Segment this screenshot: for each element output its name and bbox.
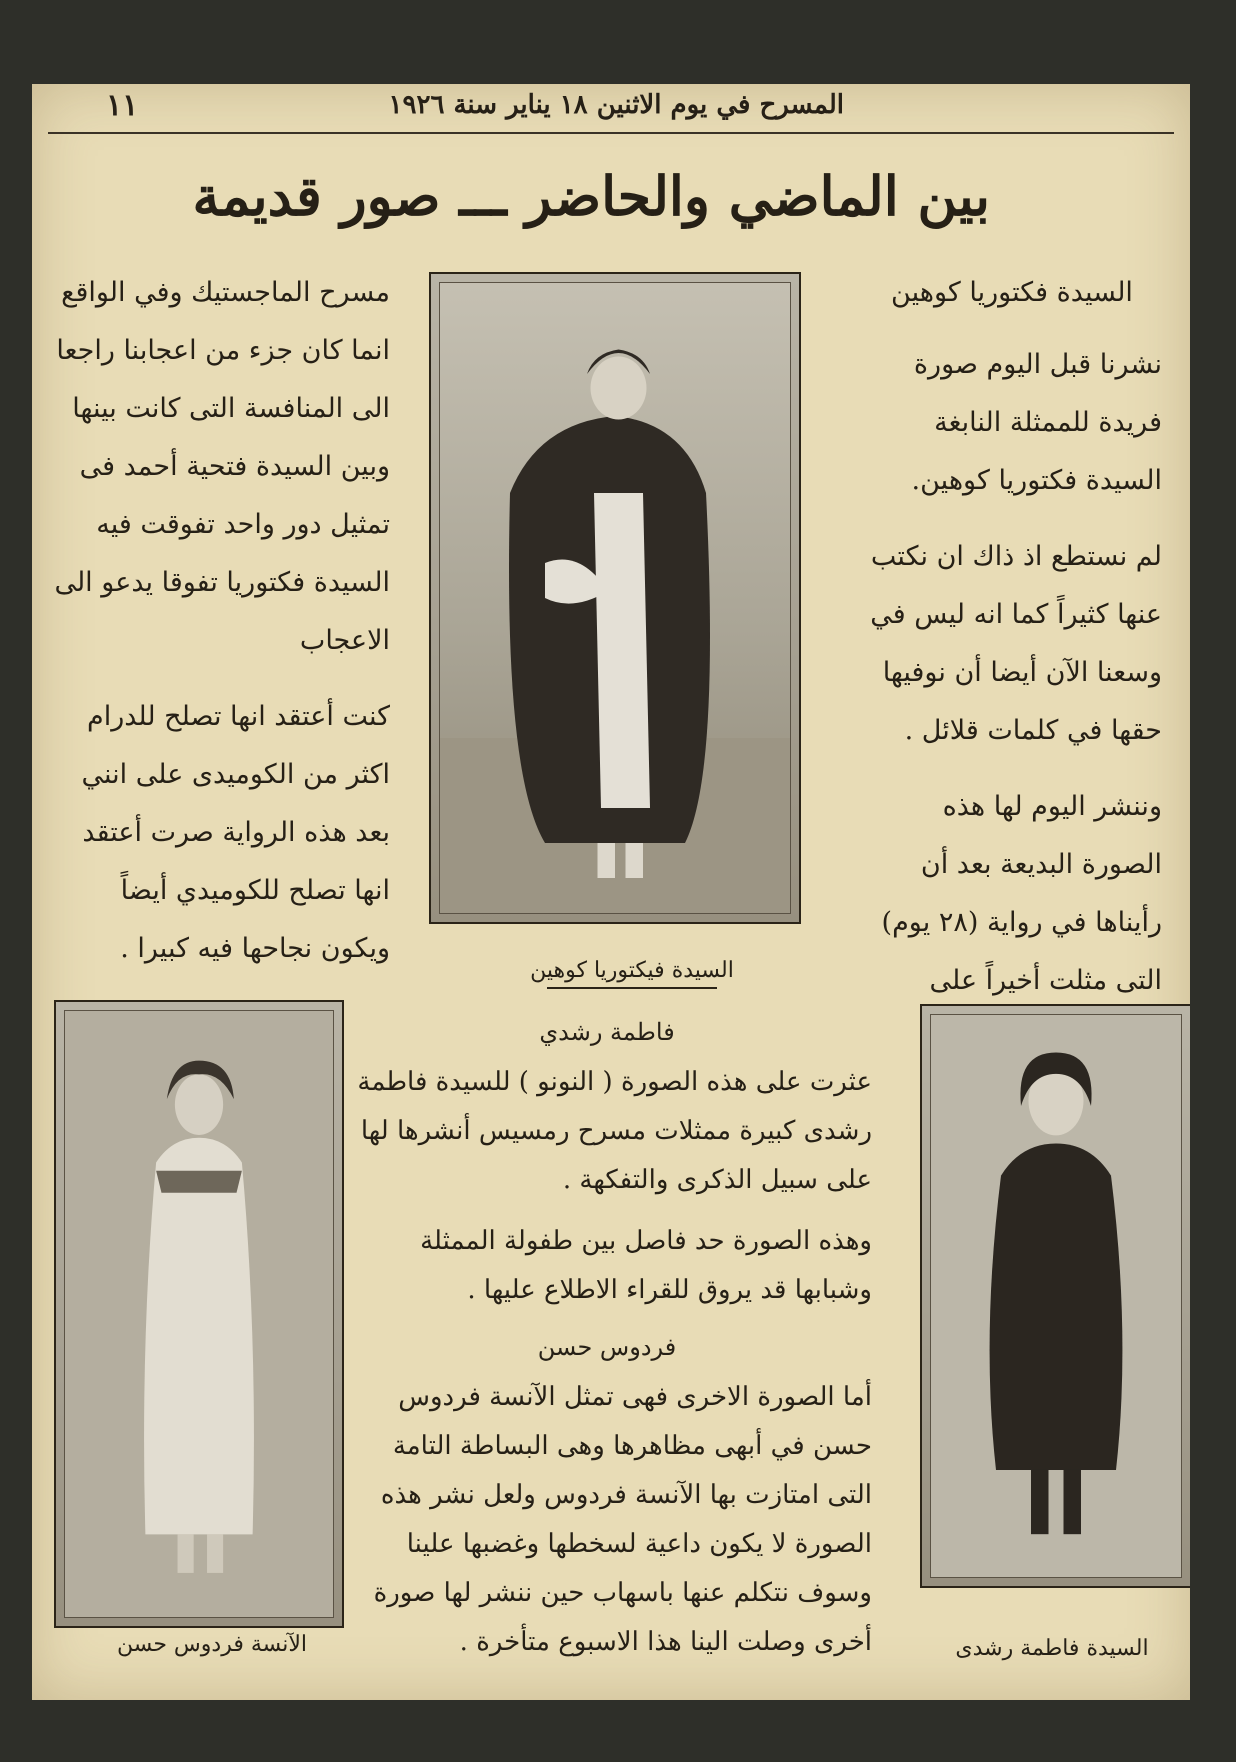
photo-frame — [64, 1010, 334, 1618]
paragraph: وننشر اليوم لها هذه الصورة البديعة بعد أن رأيناها في رواية (٢٨ يوم) التى مثلت أخيراً على — [881, 791, 1162, 996]
running-title: المسرح في يوم الاثنين ١٨ يناير سنة ١٩٢٦ — [388, 90, 844, 120]
victoria-subheading: السيدة فكتوريا كوهين — [891, 277, 1133, 308]
figure-illustration — [931, 1015, 1181, 1577]
paragraph: كنت أعتقد انها تصلح للدرام اكثر من الكوميدى على انني بعد هذه الرواية صرت أعتقد انها تصلح للكوميدي أيضاً ويكون نجاحها فيه كبيرا . — [81, 701, 390, 964]
paragraph: وهذه الصورة حد فاصل بين طفولة الممثلة وشبابها قد يروق للقراء الاطلاع عليها . — [420, 1226, 872, 1305]
caption-rule — [547, 987, 717, 989]
paragraph: نشرنا قبل اليوم صورة فريدة للممثلة النابغة السيدة فكتوريا كوهين. — [911, 349, 1162, 496]
caption-text: السيدة فيكتوريا كوهين — [530, 958, 734, 983]
page-number: ١١ — [106, 88, 139, 123]
caption-firdaws: الآنسة فردوس حسن — [116, 1632, 308, 1657]
paragraph: عثرت على هذه الصورة ( النونو ) للسيدة فاطمة رشدى كبيرة ممثلات مسرح رمسيس أنشرها لها على سبيل الذكرى والتفكهة . — [357, 1067, 872, 1195]
photo-frame — [439, 282, 791, 914]
caption-victoria — [512, 958, 752, 989]
firdaws-subheading: فردوس حسن — [537, 1333, 677, 1361]
photo-frame — [930, 1014, 1182, 1578]
paragraph: أما الصورة الاخرى فهى تمثل الآنسة فردوس حسن في أبهى مظاهرها وهى البساطة التامة التى امتازت بها الآنسة فردوس ولعل نشر هذه الصورة لا يكون داعية لسخطها وغضبها علينا وسوف نتكلم عنها باسهاب حين ننشر لها صورة أخرى وصلت الينا هذا الاسبوع متأخرة . — [373, 1382, 872, 1657]
figure-illustration — [440, 283, 790, 913]
photo-victoria-cohen — [429, 272, 801, 924]
paragraph: لم نستطع اذ ذاك ان نكتب عنها كثيراً كما انه ليس في وسعنا الآن أيضا أن نوفيها حقها في كلمات قلائل . — [870, 541, 1162, 746]
right-column — [862, 264, 1162, 1028]
paragraph: مسرح الماجستيك وفي الواقع انما كان جزء من اعجابنا راجعا الى المنافسة التى كانت بينها وبين السيدة فتحية أحمد فى تمثيل دور واحد تفوقت فيه السيدة فكتوريا تفوقا يدعو الى الاعجاب — [54, 277, 390, 656]
fatima-subheading: فاطمة رشدي — [539, 1018, 675, 1046]
article-title: بين الماضي والحاضر ـــ صور قديمة — [192, 164, 990, 228]
photo-firdaws-hassan — [54, 1000, 344, 1628]
figure-illustration — [65, 1011, 333, 1617]
caption-fatima: السيدة فاطمة رشدى — [955, 1636, 1149, 1661]
page-header — [48, 84, 1174, 134]
newspaper-page — [32, 84, 1190, 1700]
left-column — [50, 264, 390, 996]
middle-column — [342, 1012, 872, 1679]
photo-fatima-rushdi — [920, 1004, 1190, 1588]
